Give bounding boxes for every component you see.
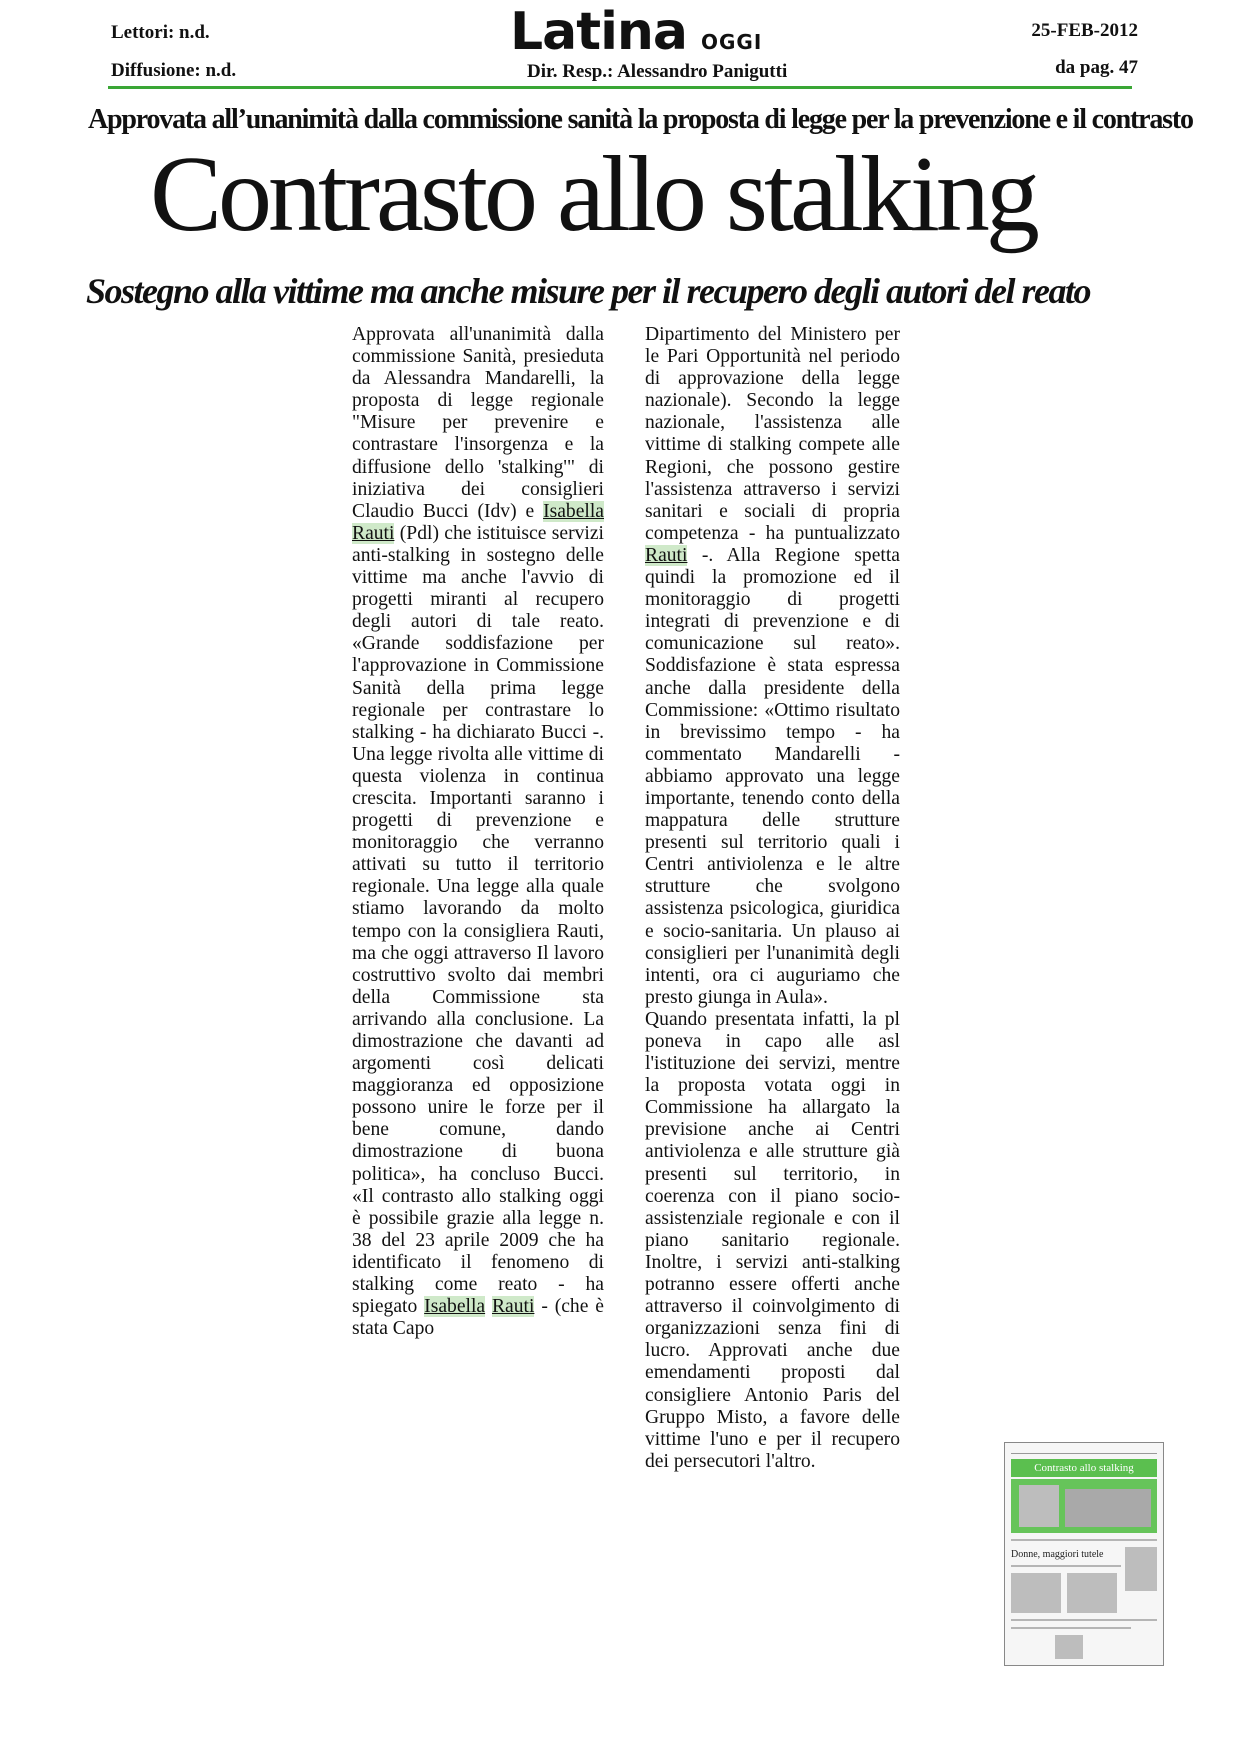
page-thumbnail: [1004, 1442, 1164, 1666]
article-column-2: [645, 324, 900, 1473]
header-divider: [108, 86, 1132, 89]
highlight-name: Isabella: [424, 1296, 486, 1318]
highlight-surname: Rauti: [491, 1296, 535, 1318]
column-1-paragraph-1: Approvata all'unanimità dalla commissione Sanità, presieduta da Alessandra Mandarelli, la proposta di legge regionale "Misure per prevenire e contrastare l'insorgenza e la diffusione dello 'stalking'" di iniziativa dei consiglieri Claudio Bucci (Idv) e: [352, 324, 604, 522]
column-1-paragraph-2: (Pdl) che istituisce servizi anti-stalking in sostegno delle vittime ma anche l'avvio di progetti miranti al recupero degli autori di tale reato. «Grande soddisfazione per l'approvazione in Commissione Sanità della prima legge regionale per contrastare lo stalking - ha dichiarato Bucci -. Una legge rivolta alle vittime di questa violenza in continua crescita. Importanti saranno i progetti di prevenzione e monitoraggio che verranno attivati su tutto il territorio regionale. Una legge alla quale stiamo lavorando da molto tempo con la consigliera Rauti, ma che oggi attraverso Il lavoro costruttivo svolto dai membri della Commissione sta arrivando alla conclusione. La dimostrazione che davanti ad argomenti così delicati maggioranza ed opposizione possono unire le forze per il bene comune, dando dimostrazione di buona politica», ha concluso Bucci. «Il contrasto allo stalking oggi è possibile grazie alla legge n. 38 del 23 aprile 2009 che ha identificato il fenomeno di stalking come reato - ha spiegato: [352, 522, 604, 1318]
thumbnail-photo: [1065, 1489, 1151, 1527]
logo-main-text: Latina: [510, 2, 688, 62]
highlight-name: Isabella: [543, 500, 604, 522]
column-2-paragraph-2: -. Alla Regione spetta quindi la promozione ed il monitoraggio di progetti integrati di prevenzione e di comunicazione sul reato». Soddisfazione è stata espressa anche dalla presidente della Commissione: «Ottimo risultato in brevissimo tempo - ha commentato Mandarelli - abbiamo approvato una legge importante, tenendo conto della mappatura delle strutture presenti sul territorio quali i Centri antiviolenza e le altre strutture che svolgono assistenza psicologica, giuridica e socio-sanitaria. Un plauso ai consiglieri per l'unanimità degli intenti, ora ci auguriamo che presto giunga in Aula».: [645, 544, 900, 1008]
director-label: Dir. Resp.: Alessandro Panigutti: [527, 61, 788, 82]
diffusione-label: Diffusione: n.d.: [111, 60, 237, 81]
thumbnail-text-line: [1011, 1539, 1157, 1541]
column-1-text: [352, 324, 604, 1340]
article-deck: Sostegno alla vittime ma anche misure per il recupero degli autori del reato: [86, 271, 1090, 311]
highlight-surname: Rauti: [352, 522, 395, 544]
thumbnail-text-line: [1011, 1565, 1121, 1567]
thumbnail-photo: [1067, 1573, 1117, 1613]
lettori-label: Lettori: n.d.: [111, 22, 210, 43]
thumbnail-text-line: [1011, 1619, 1157, 1621]
article-column-1: [352, 324, 604, 1340]
article-headline: Contrasto allo stalking: [150, 135, 1036, 254]
highlight-surname: Rauti: [645, 544, 688, 566]
column-2-paragraph-3: Quando presentata infatti, la pl poneva in capo alle asl l'istituzione dei servizi, mentre la proposta votata oggi in Commissione ha allargato la previsione anche ai Centri antiviolenza e alle strutture già presenti sul territorio, in coerenza con il piano socio-assistenziale regionale e con il piano sanitario regionale. Inoltre, i servizi anti-stalking potranno essere offerti anche attraverso il coinvolgimento di organizzazioni senza fini di lucro. Approvati anche due emendamenti proposti dal consigliere Antonio Paris del Gruppo Misto, a favore delle vittime l'uno e per il recupero dei persecutori l'altro.: [645, 1008, 900, 1472]
thumbnail-photo-band: [1011, 1479, 1157, 1533]
masthead-logo: [510, 2, 762, 62]
thumbnail-photo: [1055, 1635, 1083, 1659]
thumbnail-photo: [1019, 1485, 1059, 1527]
column-1-paragraph-3: - (che è stata Capo: [352, 1296, 604, 1340]
thumbnail-photo: [1011, 1573, 1061, 1613]
thumbnail-subtitle: Donne, maggiori tutele: [1011, 1549, 1104, 1560]
thumbnail-text-line: [1011, 1627, 1131, 1629]
page-number: da pag. 47: [1055, 57, 1138, 78]
thumbnail-header-line: [1011, 1447, 1157, 1454]
logo-sub-text: OGGI: [701, 30, 763, 54]
thumbnail-photo: [1125, 1547, 1157, 1591]
column-2-paragraph-1: Dipartimento del Ministero per le Pari Opportunità nel periodo di approvazione della legge nazionale). Secondo la legge nazionale, l'assistenza alle vittime di stalking compete alle Regioni, che possono gestire l'assistenza attraverso i servizi sanitari e sociali di propria competenza - ha puntualizzato: [645, 324, 900, 544]
column-2-text: [645, 324, 900, 1009]
publication-date: 25-FEB-2012: [1031, 20, 1138, 41]
article-kicker: Approvata all’unanimità dalla commissione sanità la proposta di legge per la prevenzione e il contrasto: [88, 104, 1193, 135]
thumbnail-title: Contrasto allo stalking: [1011, 1459, 1157, 1477]
